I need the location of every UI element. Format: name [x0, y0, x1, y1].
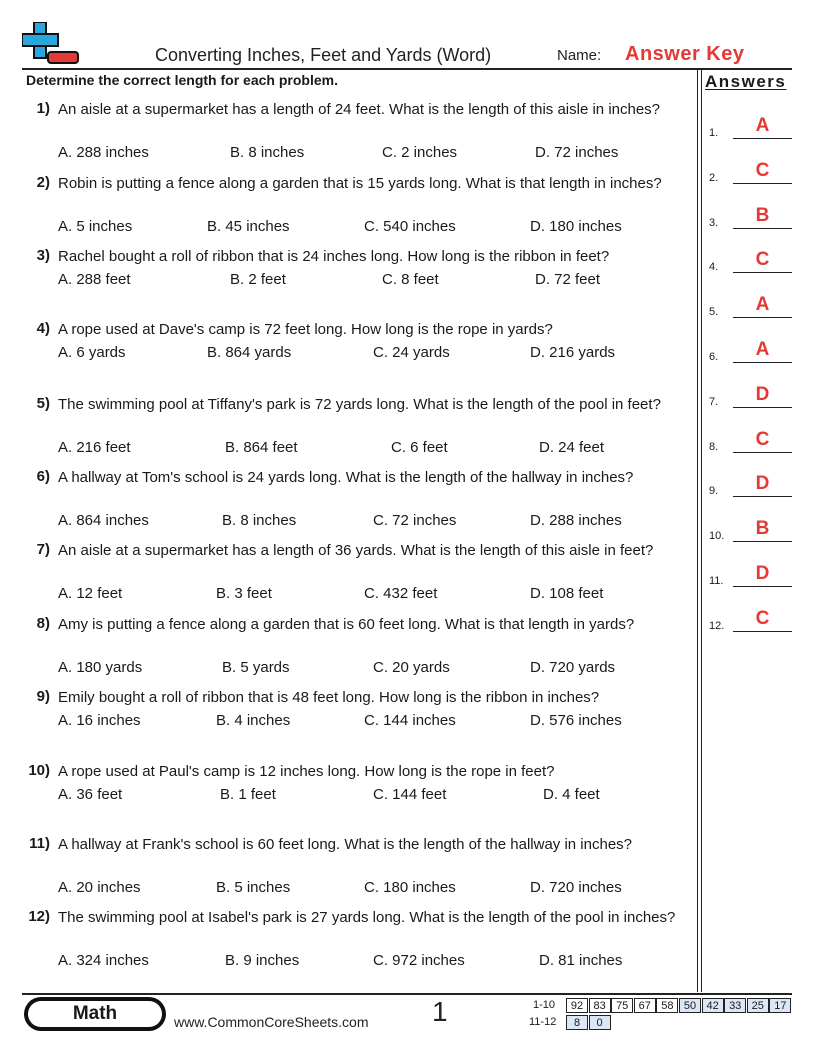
answer-choice: B. 3 feet: [216, 585, 272, 602]
answer-choice: D. 108 feet: [530, 585, 604, 602]
answer-choice: C. 432 feet: [364, 585, 438, 602]
answer-choice: D. 216 yards: [530, 344, 616, 361]
question-number: 2): [36, 174, 50, 191]
question-text: Emily bought a roll of ribbon that is 48 feet long. How long is the ribbon in inches?: [58, 689, 600, 706]
answer-choice: C. 24 yards: [373, 344, 450, 361]
answer-choice: B. 1 feet: [220, 786, 276, 803]
answer-choice: C. 972 inches: [373, 952, 465, 969]
answer-blank-line: [733, 452, 792, 453]
answer-blank-line: [733, 272, 792, 273]
question-text: A hallway at Tom's school is 24 yards long. What is the length of the hallway in inches?: [58, 469, 634, 486]
answer-number: 10.: [709, 530, 725, 543]
answer-row: [709, 341, 794, 363]
question-number: 8): [36, 615, 50, 632]
answer-choice: B. 4 inches: [216, 712, 291, 729]
header-rule: [22, 68, 792, 70]
score-cell: 75: [611, 998, 633, 1013]
answer-number: 8.: [709, 440, 719, 453]
answer-blank-line: [733, 317, 792, 318]
answer-number: 6.: [709, 351, 719, 363]
answer-number: 9.: [709, 485, 719, 498]
question-text: An aisle at a supermarket has a length of 24 feet. What is the length of this aisle in inches?: [58, 101, 661, 118]
score-row-label: 1-10: [533, 999, 556, 1011]
answer-choice: B. 864 feet: [225, 439, 298, 456]
answer-blank-line: [733, 407, 792, 408]
answer-value: D: [755, 563, 770, 584]
question-number: 3): [36, 247, 50, 264]
answer-number: 4.: [709, 261, 719, 274]
answer-choice: A. 6 yards: [58, 344, 126, 361]
answer-choice: C. 6 feet: [391, 439, 448, 456]
answer-row: [709, 520, 794, 542]
answers-heading: Answers: [705, 72, 787, 91]
answer-choice: D. 720 yards: [530, 659, 616, 676]
plus-minus-logo-icon: [22, 22, 80, 68]
question-number: 11): [29, 835, 50, 852]
footer-rule: [22, 993, 792, 995]
answer-choice: B. 5 yards: [222, 659, 290, 676]
answer-choice: C. 180 inches: [364, 879, 456, 896]
answer-value: C: [755, 249, 770, 271]
answer-choice: B. 9 inches: [225, 952, 300, 969]
answer-choice: B. 8 inches: [230, 144, 305, 161]
question-text: Amy is putting a fence along a garden that is 60 feet long. What is that length in yards?: [58, 616, 635, 633]
answer-blank-line: [733, 362, 792, 363]
answer-value: A: [755, 339, 770, 360]
answer-row: [709, 159, 794, 184]
answer-choice: A. 16 inches: [58, 712, 141, 729]
answer-value: D: [755, 473, 770, 495]
answer-choice: A. 36 feet: [58, 786, 123, 803]
answer-value: C: [755, 159, 770, 181]
answer-number: 1.: [709, 127, 719, 139]
score-cell: 67: [634, 998, 656, 1013]
score-cell: 8: [566, 1015, 588, 1030]
answer-blank-line: [733, 138, 792, 139]
question-number: 5): [36, 395, 50, 412]
answer-choice: C. 144 inches: [364, 712, 456, 729]
score-cell: 0: [589, 1015, 611, 1030]
answer-blank-line: [733, 541, 792, 542]
score-cell: 83: [589, 998, 611, 1013]
answer-value: B: [755, 204, 770, 226]
question-number: 4): [36, 320, 50, 337]
answer-choice: C. 20 yards: [373, 659, 450, 676]
answer-choice: B. 45 inches: [207, 218, 290, 235]
subject-label: Math: [28, 1001, 162, 1027]
question-text: The swimming pool at Tiffany's park is 72 yards long. What is the length of the pool in feet?: [58, 396, 661, 413]
answer-choice: D. 180 inches: [530, 218, 622, 235]
page-number: 1: [432, 996, 448, 1027]
answer-choice: B. 864 yards: [207, 344, 292, 361]
answer-choice: A. 5 inches: [58, 218, 133, 235]
answer-number: 11.: [709, 575, 724, 587]
answer-number: 3.: [709, 216, 719, 229]
answer-choice: D. 72 inches: [535, 144, 619, 161]
answer-choice: A. 12 feet: [58, 585, 123, 602]
score-cell: 25: [747, 998, 769, 1013]
answer-choice: C. 540 inches: [364, 218, 456, 235]
question-number: 6): [36, 468, 50, 485]
answer-choice: A. 20 inches: [58, 879, 141, 896]
answer-blank-line: [733, 228, 792, 229]
answer-number: 7.: [709, 395, 719, 408]
answer-value: B: [755, 518, 770, 540]
score-cell: 58: [656, 998, 678, 1013]
answer-choice: A. 180 yards: [58, 659, 143, 676]
question-text: An aisle at a supermarket has a length of 36 yards. What is the length of this aisle in feet?: [58, 542, 654, 559]
question-number: 7): [36, 541, 50, 558]
worksheet-title: Converting Inches, Feet and Yards (Word): [155, 45, 492, 65]
answer-blank-line: [733, 183, 792, 184]
score-cell: 50: [679, 998, 701, 1013]
answer-row: [709, 428, 794, 453]
name-label: Name:: [557, 47, 602, 64]
answer-value: A: [755, 115, 770, 136]
answer-value: D: [755, 383, 770, 405]
answer-row: [709, 117, 794, 139]
answer-value: C: [755, 607, 770, 629]
answer-choice: A. 864 inches: [58, 512, 149, 529]
answer-choice: D. 72 feet: [535, 271, 601, 288]
question-text: A rope used at Paul's camp is 12 inches long. How long is the rope in feet?: [58, 763, 555, 780]
answer-number: 12.: [709, 619, 725, 632]
answer-choice: C. 144 feet: [373, 786, 447, 803]
answer-row: [709, 565, 794, 587]
answer-choice: D. 720 inches: [530, 879, 622, 896]
answer-row: [709, 607, 794, 632]
column-divider: [701, 70, 702, 992]
answer-number: 2.: [709, 171, 719, 184]
score-row-label: 11-12: [529, 1016, 557, 1028]
instructions: Determine the correct length for each problem.: [26, 72, 338, 88]
answer-choice: C. 8 feet: [382, 271, 439, 288]
answer-choice: D. 288 inches: [530, 512, 622, 529]
answer-value: A: [755, 294, 770, 316]
question-text: A rope used at Dave's camp is 72 feet long. How long is the rope in yards?: [58, 321, 553, 338]
score-cell: 17: [769, 998, 791, 1013]
score-cell: 42: [702, 998, 724, 1013]
site-url: www.CommonCoreSheets.com: [174, 1014, 369, 1030]
answer-choice: D. 24 feet: [539, 439, 605, 456]
question-text: The swimming pool at Isabel's park is 27 yards long. What is the length of the pool in inches?: [58, 909, 676, 926]
answer-value: C: [755, 428, 770, 450]
answer-choice: B. 5 inches: [216, 879, 291, 896]
answer-choice: C. 72 inches: [373, 512, 457, 529]
answer-row: [709, 296, 794, 318]
answer-choice: B. 2 feet: [230, 271, 286, 288]
answer-choice: B. 8 inches: [222, 512, 297, 529]
question-number: 1): [36, 100, 50, 117]
score-cell: 92: [566, 998, 588, 1013]
answer-choice: D. 576 inches: [530, 712, 622, 729]
subject-badge: [24, 997, 166, 1031]
question-number: 10): [28, 762, 50, 779]
answer-choice: A. 324 inches: [58, 952, 149, 969]
answer-choice: C. 2 inches: [382, 144, 458, 161]
score-cell: 33: [724, 998, 746, 1013]
question-number: 9): [36, 688, 50, 705]
question-text: Rachel bought a roll of ribbon that is 24 inches long. How long is the ribbon in feet?: [58, 248, 610, 265]
answer-choice: A. 216 feet: [58, 439, 131, 456]
answer-row: [709, 475, 794, 497]
answer-choice: A. 288 feet: [58, 271, 131, 288]
answer-row: [709, 251, 794, 273]
answer-blank-line: [733, 496, 792, 497]
answer-blank-line: [733, 631, 792, 632]
question-text: Robin is putting a fence along a garden that is 15 yards long. What is that length in inches?: [58, 175, 662, 192]
answer-choice: D. 4 feet: [543, 786, 600, 803]
question-text: A hallway at Frank's school is 60 feet long. What is the length of the hallway in inches?: [58, 836, 633, 853]
answer-choice: D. 81 inches: [539, 952, 623, 969]
answer-row: [709, 383, 794, 408]
answer-key-label: Answer Key: [625, 43, 745, 65]
answer-blank-line: [733, 586, 792, 587]
question-number: 12): [28, 908, 50, 925]
answer-row: [709, 204, 794, 229]
answer-choice: A. 288 inches: [58, 144, 149, 161]
answer-number: 5.: [709, 306, 719, 319]
